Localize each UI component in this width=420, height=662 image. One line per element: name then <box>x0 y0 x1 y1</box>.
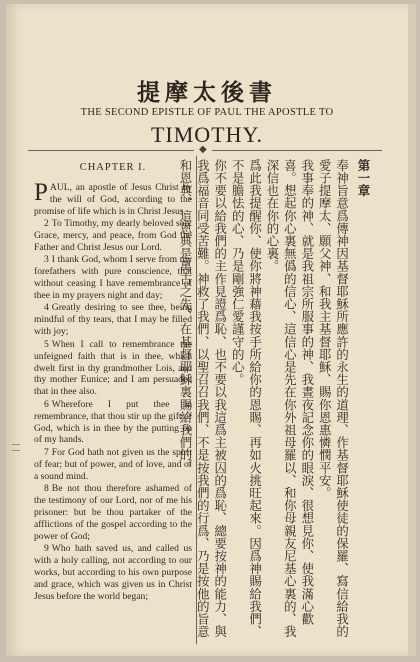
verse-text: To Timothy, my dearly beloved son: Grace, mercy, and peace, from God the Father and Christ Jesus our Lord. <box>34 218 192 253</box>
english-column <box>34 158 192 603</box>
verse-text: When I call to remembrance the unfeigned faith that is in thee, which dwelt first in thy grandmother Lois, and thy mother Eunice; and I am persuaded that in thee also. <box>34 338 192 398</box>
chapter-heading: CHAPTER I. <box>79 162 147 173</box>
verse-text: I thank God, whom I serve from my forefathers with pure conscience, that without ceasing I have remembrance of thee in my prayers night and day; <box>34 254 192 302</box>
verse-text: Wherefore I put thee in remembrance, that thou stir up the gift of God, which is in thee by the putting on of my hands. <box>34 398 192 446</box>
title-english: THE SECOND EPISTLE OF PAUL THE APOSTLE TO <box>80 107 334 118</box>
verse <box>34 399 192 447</box>
verse-text: Be not thou therefore ashamed of the testimony of our Lord, nor of me his prisoner: but be thou partaker of the afflictions of the gospel according to the power of God; <box>34 483 192 542</box>
verse <box>34 483 192 543</box>
header-rule-left <box>28 150 194 151</box>
gutter-mark <box>12 444 20 445</box>
header-rule-right <box>212 150 382 151</box>
verse-number: 4 <box>44 302 49 314</box>
verse-text: Greatly desiring to see thee, being mindful of thy tears, that I may be filled with joy; <box>34 302 192 338</box>
verse-number: 7 <box>44 446 49 458</box>
verse <box>34 339 192 399</box>
verse-number: 6 <box>44 398 49 410</box>
verse-text: For God hath not given us the spirit of fear; but of power, and of love, and of a sound mind. <box>34 446 192 482</box>
verse-number: 5 <box>44 338 49 350</box>
verse-text: AUL, an apostle of Jesus Christ by the will of God, according to the promise of life which is in Christ Jesus, <box>34 181 192 217</box>
verse <box>34 218 192 254</box>
chinese-paragraph: 爲此我提醒你、使你將神藉我按手所給你的恩賜、再如火挑旺起來。因爲神賜給我們、不是膽怯的心、乃是剛強仁愛謹守的心。 <box>230 159 263 638</box>
gutter-mark <box>12 450 20 451</box>
verse-number: 9 <box>44 543 49 555</box>
verse-number: 3 <box>44 254 49 266</box>
drop-cap: P <box>34 178 48 206</box>
chinese-paragraph: 你不要以給我們的主作見證爲恥、也不要以我這爲主被囚的爲恥、總要按神的能力、與我爲福音同受苦難。神救了我們、以聖召召我們、不是按我們的行爲、乃是按他的旨意和恩典、這恩典是萬古之先、在基督耶穌裏賜給我們的。 <box>177 159 228 638</box>
chinese-paragraph: 奉神旨意爲傳神因基督耶穌所應許的永生的道理、作基督耶穌使徒的保羅、寫信給我的愛子提摩太、願父神、和我主基督耶穌、賜你恩惠憐憫平安。 <box>317 159 350 638</box>
verse <box>34 178 192 218</box>
book-page <box>6 4 416 656</box>
verse-number: 8 <box>44 483 49 495</box>
title-chinese: 提摩太後書 <box>137 79 277 106</box>
verse-number: 2 <box>44 218 49 230</box>
verse <box>34 447 192 483</box>
verse <box>34 543 192 603</box>
verse <box>34 254 192 302</box>
chinese-paragraph: 我事奉的神、就是我祖宗所服事的神、我晝夜記念你的眼淚、很想見你、使我滿心歡喜。想起你心裏無僞的信心、這信心是先在你外祖母羅以、和你母親友尼基心裏的、我深信也在你的心裏。 <box>264 159 315 638</box>
chinese-chapter-heading: 第一章 <box>356 159 371 197</box>
title-timothy: TIMOTHY. <box>150 122 264 147</box>
verse-text: Who hath saved us, and called us with a holy calling, not according to our works, but according to his own purpose and grace, which was given us in Christ Jesus before the world began; <box>34 543 192 602</box>
chinese-column <box>177 159 372 643</box>
verse <box>34 302 192 338</box>
rule-ornament: ◆ <box>199 144 207 155</box>
